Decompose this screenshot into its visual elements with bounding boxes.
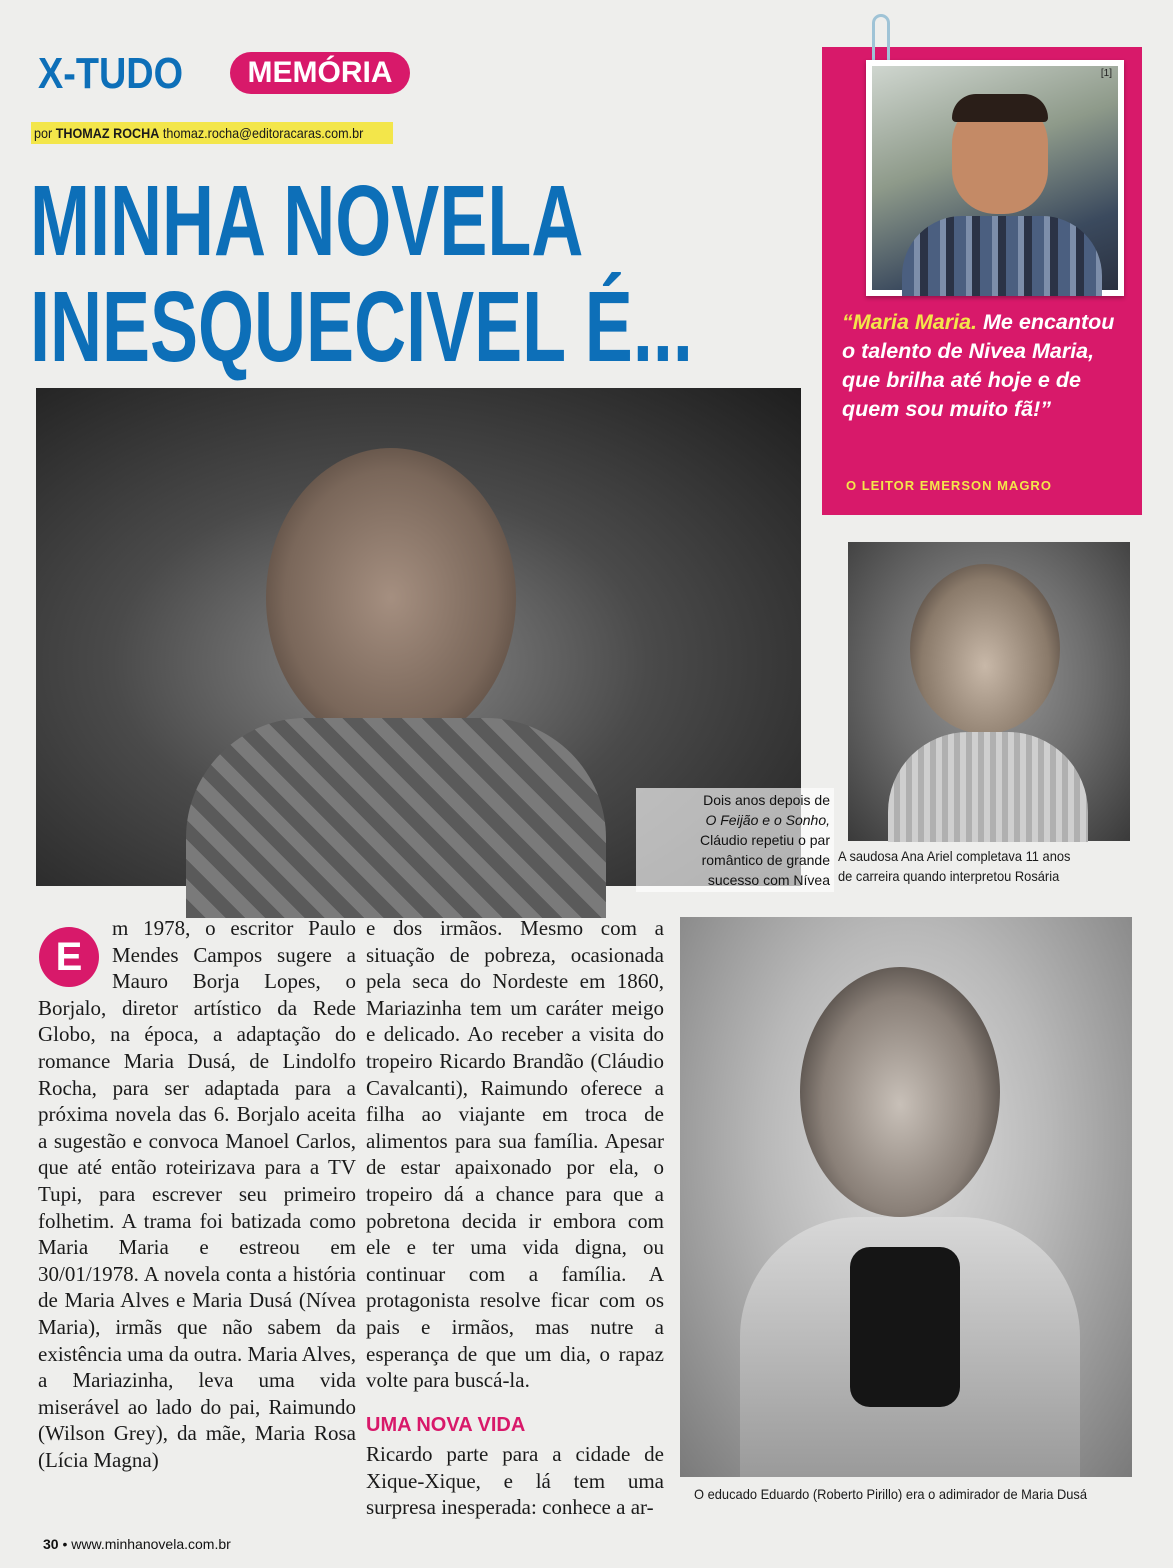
caption-line: de carreira quando interpretou Rosária xyxy=(838,868,1060,884)
photo-subject-head xyxy=(910,564,1060,734)
page-footer xyxy=(43,1536,231,1552)
reader-hair-shape xyxy=(952,94,1048,122)
byline-prefix: por xyxy=(34,125,53,141)
section-title: X-TUDO xyxy=(38,49,184,98)
caption-line: A saudosa Ana Ariel completava 11 anos xyxy=(838,848,1071,864)
footer-separator: • xyxy=(62,1536,68,1552)
photo-subject-vest xyxy=(186,718,606,918)
quote-body: Me encantou o talento de Nivea Maria, que brilha até hoje e de quem sou muito fã!” xyxy=(842,310,1115,421)
footer-url[interactable]: www.minhanovela.com.br xyxy=(71,1536,231,1552)
page-number: 30 xyxy=(43,1536,59,1552)
headline-line-1: MINHA NOVELA xyxy=(30,165,584,277)
ana-photo-caption xyxy=(838,846,1070,886)
article-text: m 1978, o escritor Paulo Mendes Campos sugere a Mauro Borja Lopes, o Borjalo, diretor artístico da Rede Globo, na época, a adaptação do romance Maria Dusá, de Lindolfo Rocha, para ser adaptada para a próxima novela das 6. Borjalo aceita a sugestão e convoca Manoel Carlos, que até então roteirizava para a TV Tupi, para escrever seu primeiro folhetim. A trama foi batizada como Maria Maria e estreou em 30/01/1978. A novela conta a história de Maria Alves e Maria Dusá (Nívea Maria), irmãs que não sabem da existência uma da outra. Maria Alves, a Mariazinha, leva uma vida miserável ao lado do pai, Raimundo (Wilson Grey), da mãe, Maria Rosa (Lícia Magna) xyxy=(38,916,356,1472)
article-subhead: UMA NOVA VIDA xyxy=(366,1414,526,1436)
reader-photo xyxy=(866,60,1124,296)
quote-title: Maria Maria. xyxy=(852,310,978,334)
drop-cap-spacer xyxy=(38,915,112,993)
article-column-1 xyxy=(38,915,356,1473)
byline xyxy=(34,122,363,144)
caption-line: romântico de grande xyxy=(701,852,830,868)
section-tag: MEMÓRIA xyxy=(230,52,410,94)
byline-author: THOMAZ ROCHA xyxy=(55,125,160,141)
photo-subject-head xyxy=(800,967,1000,1217)
photo-roberto-pirillo xyxy=(680,917,1132,1477)
article-column-2-continued: Ricardo parte para a cidade de Xique-Xique, e lá tem uma surpresa inesperada: conhece a ar- xyxy=(366,1442,664,1520)
article-column-2: e dos irmãos. Mesmo com a situação de pobreza, ocasionada pela seca do Nordeste em 1860, Mariazinha tem um caráter meigo e delicado. Ao receber a visita do tropeiro Ricardo Brandão (Cláudio Cavalcanti), Raimundo oferece a filha ao viajante em troca de alimentos para sua família. Apesar de estar apaixonado por ela, o tropeiro dá a chance para que a pobretona decida ir embora com ele e ter uma vida digna, ou continuar com a família. A protagonista resolve ficar com os pais e irmãos, mas nutre a esperança de que um dia, o rapaz volte para buscá-la. xyxy=(366,916,664,1393)
eduardo-photo-caption: O educado Eduardo (Roberto Pirillo) era o adimirador de Maria Dusá xyxy=(694,1486,1088,1502)
byline-email[interactable]: thomaz.rocha@editoracaras.com.br xyxy=(162,125,364,141)
quote-signature: O LEITOR EMERSON MAGRO xyxy=(846,478,1052,493)
caption-line: sucesso com Nívea xyxy=(707,872,830,888)
quote-open-mark: “ xyxy=(842,310,853,334)
headline-line-2: INESQUECIVEL É... xyxy=(30,271,693,383)
reader-shirt-shape xyxy=(902,216,1102,296)
caption-line: Cláudio repetiu o par xyxy=(700,832,830,848)
main-photo-caption xyxy=(636,788,834,892)
photo-number: [1] xyxy=(1100,68,1112,79)
caption-line-italic: O Feijão e o Sonho, xyxy=(705,812,830,828)
photo-subject-collar xyxy=(888,732,1088,842)
photo-claudio-cavalcanti xyxy=(36,388,830,888)
photo-ana-ariel xyxy=(848,542,1130,841)
reader-quote xyxy=(842,308,1132,424)
photo-subject-cravat xyxy=(850,1247,960,1407)
headline xyxy=(30,165,693,383)
drop-cap: E xyxy=(39,927,99,987)
caption-line: Dois anos depois de xyxy=(703,792,830,808)
photo-subject-head xyxy=(266,448,516,748)
